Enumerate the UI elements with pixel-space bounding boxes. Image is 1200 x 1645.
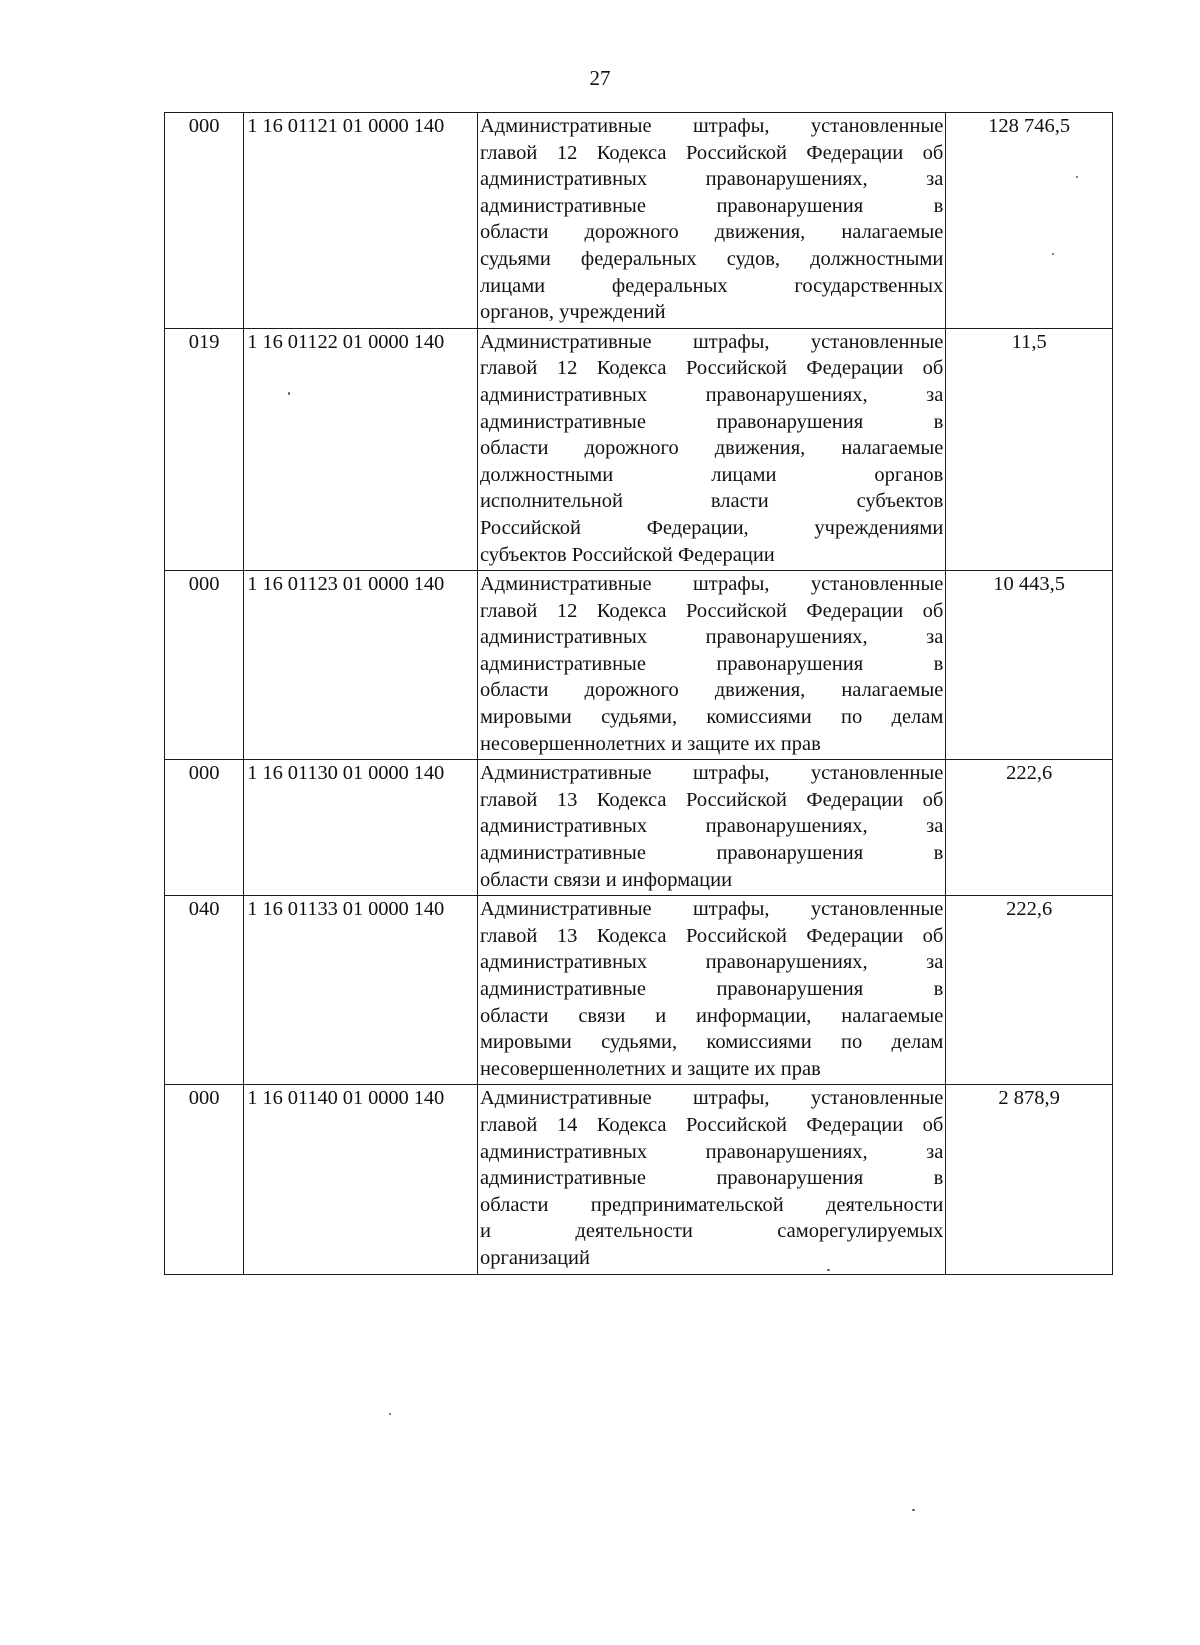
amount-cell: 222,6	[946, 760, 1113, 896]
admin-code-cell: 019	[165, 328, 244, 570]
description-line: главой 12 Кодекса Российской Федерации об	[479, 357, 944, 380]
description-line: органов, учреждений	[479, 301, 666, 324]
admin-code-cell: 000	[165, 1085, 244, 1274]
table-body	[165, 113, 1113, 1275]
admin-code-cell: 000	[165, 760, 244, 896]
description-line: административных правонарушениях, за	[479, 168, 944, 191]
description-line: Административные штрафы, установленные	[479, 898, 944, 921]
admin-code-cell: 040	[165, 896, 244, 1085]
description-line: административные правонарушения в	[479, 978, 944, 1000]
scan-speck	[827, 1269, 830, 1271]
budget-code-cell: 1 16 01130 01 0000 140	[244, 760, 478, 896]
description-cell	[477, 1085, 945, 1274]
amount-cell: 2 878,9	[946, 1085, 1113, 1274]
description-line: области предпринимательской деятельности	[479, 1193, 944, 1216]
description-line: области дорожного движения, налагаемые	[479, 437, 944, 460]
table-row	[165, 1085, 1113, 1274]
description-line: Административные штрафы, установленные	[479, 762, 944, 785]
description-line: административные правонарушения в	[479, 410, 944, 433]
description-line: лицами федеральных государственных	[479, 274, 944, 297]
description-line: Российской Федерации, учреждениями	[479, 516, 944, 539]
table-row	[165, 328, 1113, 570]
description-line: административные правонарушения в	[479, 194, 944, 217]
description-line: области дорожного движения, налагаемые	[479, 679, 944, 702]
description-line: должностными лицами органов	[479, 463, 944, 486]
description-line: субъектов Российской Федерации	[479, 543, 775, 566]
description-line: административные правонарушения в	[479, 1167, 944, 1190]
description-line: мировыми судьями, комиссиями по делам	[479, 706, 944, 729]
description-line: административных правонарушениях, за	[479, 626, 944, 649]
description-line: главой 14 Кодекса Российской Федерации об	[479, 1113, 944, 1136]
description-line: несовершеннолетних и защите их прав	[479, 732, 821, 755]
amount-cell: 128 746,5	[946, 113, 1113, 329]
description-cell	[477, 571, 945, 760]
budget-code-cell: 1 16 01121 01 0000 140	[244, 113, 478, 329]
description-line: главой 13 Кодекса Российской Федерации об	[479, 924, 944, 947]
amount-cell: 222,6	[946, 896, 1113, 1085]
amount-cell: 10 443,5	[946, 571, 1113, 760]
admin-code-cell: 000	[165, 571, 244, 760]
scan-speck	[389, 1413, 391, 1415]
description-line: главой 12 Кодекса Российской Федерации об	[479, 141, 944, 164]
description-line: административных правонарушениях, за	[479, 951, 944, 974]
description-line: административных правонарушениях, за	[479, 383, 944, 406]
table-row	[165, 760, 1113, 896]
scan-speck	[912, 1509, 915, 1511]
amount-cell: 11,5	[946, 328, 1113, 570]
description-line: главой 12 Кодекса Российской Федерации об	[479, 599, 944, 622]
budget-revenue-table	[164, 112, 1113, 1275]
scan-speck	[288, 392, 290, 395]
description-line: Административные штрафы, установленные	[479, 573, 944, 596]
table-row	[165, 896, 1113, 1085]
description-cell	[477, 760, 945, 896]
description-line: Административные штрафы, установленные	[479, 115, 944, 137]
description-cell	[477, 896, 945, 1085]
description-line: судьями федеральных судов, должностными	[479, 247, 944, 270]
page-number: 27	[589, 66, 611, 90]
table-row	[165, 113, 1113, 329]
description-line: административных правонарушениях, за	[479, 1140, 944, 1163]
description-line: Административные штрафы, установленные	[479, 1087, 944, 1110]
description-cell	[477, 328, 945, 570]
description-line: Административные штрафы, установленные	[479, 330, 944, 353]
scan-speck	[1076, 176, 1078, 178]
budget-code-cell: 1 16 01133 01 0000 140	[244, 896, 478, 1085]
description-line: области связи и информации	[479, 868, 733, 891]
description-line: несовершеннолетних и защите их прав	[479, 1057, 821, 1080]
description-line: административные правонарушения в	[479, 842, 944, 865]
description-line: области дорожного движения, налагаемые	[479, 221, 944, 244]
description-line: главой 13 Кодекса Российской Федерации об	[479, 788, 944, 811]
description-line: исполнительной власти субъектов	[479, 490, 944, 513]
table-row	[165, 571, 1113, 760]
budget-code-cell: 1 16 01140 01 0000 140	[244, 1085, 478, 1274]
scan-speck	[1052, 253, 1054, 255]
description-line: административные правонарушения в	[479, 652, 944, 675]
description-line: области связи и информации, налагаемые	[479, 1004, 944, 1027]
description-cell	[477, 113, 945, 329]
budget-code-cell: 1 16 01122 01 0000 140	[244, 328, 478, 570]
description-line: и деятельности саморегулируемых	[479, 1220, 944, 1243]
admin-code-cell: 000	[165, 113, 244, 329]
description-line: мировыми судьями, комиссиями по делам	[479, 1031, 944, 1054]
budget-code-cell: 1 16 01123 01 0000 140	[244, 571, 478, 760]
description-line: организаций	[479, 1246, 590, 1269]
description-line: административных правонарушениях, за	[479, 815, 944, 838]
